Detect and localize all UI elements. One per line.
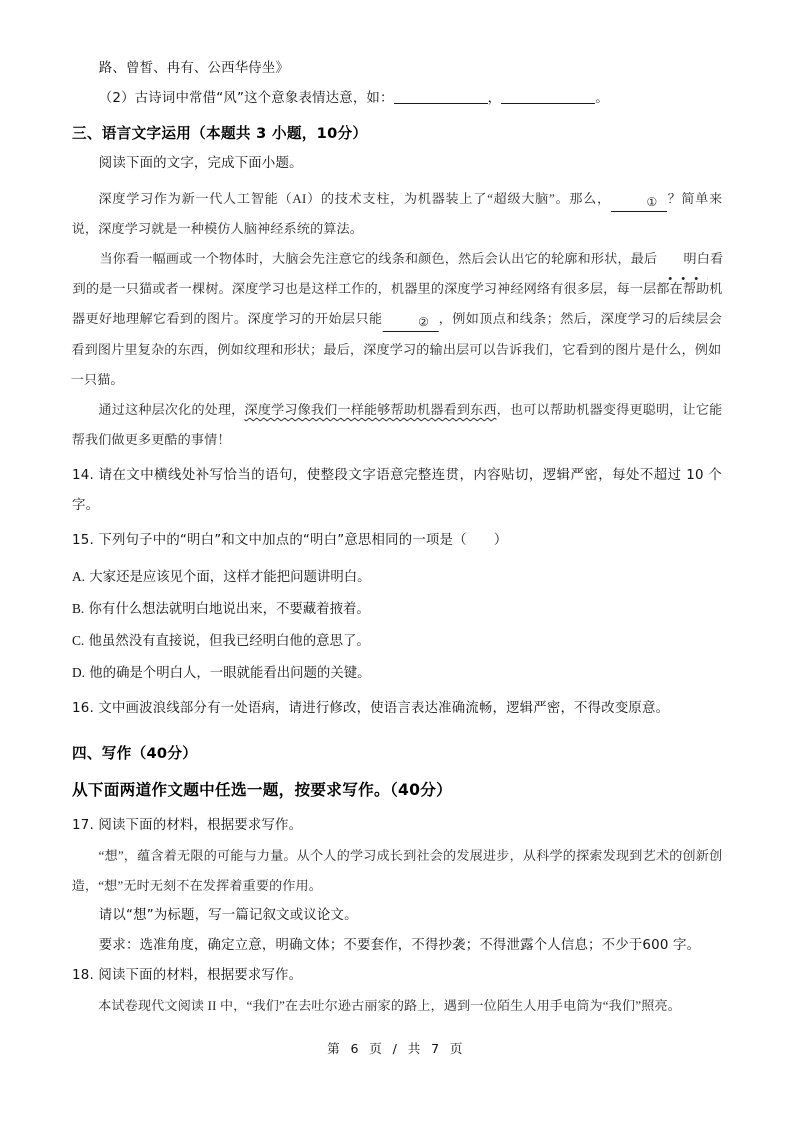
question-15-number: 15. <box>72 532 94 548</box>
passage-paragraph-1 <box>71 184 722 244</box>
fill-blank-item-2 <box>72 84 722 114</box>
writing-prompt-18-material: 本试卷现代文阅读 II 中，“我们”在去吐尔逊古丽家的路上，遇到一位陌生人用手电筒为“我们”照亮。 <box>98 998 682 1014</box>
question-15 <box>72 526 722 556</box>
passage-paragraph-3 <box>71 395 722 455</box>
passage-p2-part-c: ，例如顶点和线条；然后，深度学习的后续层会看到图片里复杂的东西，例如纹理和形状；最后，深度学习的输出层可以告诉我们，它看到的图片是什么，例如一只猫。 <box>70 311 723 388</box>
section-four-heading: 四、写作（40分） <box>72 744 198 762</box>
fill-blank-item-2-suffix: 。 <box>595 91 609 106</box>
writing-prompt-17-number: 17. <box>72 817 94 833</box>
question-15-text: 下列句子中的“明白”和文中加点的“明白”意思相同的一项是（ ） <box>98 532 508 548</box>
writing-prompt-17-requirement: 要求：选准角度，确定立意，明确文体；不要套作，不得抄袭；不得泄露个人信息；不少于600 字。 <box>98 938 701 954</box>
option-b-text: 你有什么想法就明白地说出来，不要藏着掖着。 <box>88 601 370 617</box>
page-footer <box>0 1038 793 1057</box>
option-d[interactable] <box>72 657 722 689</box>
passage-p2-part-a: 当你看一幅画或一个物体时，大脑会先注意它的线条和颜色，然后会认出它的轮廓和形状，最后 <box>99 251 658 267</box>
passage-p3-part-b: ，也可以帮助机器变得更聪明，让它能帮我们做更多更酷的事情！ <box>71 402 723 448</box>
passage-p3-part-a: 通过这种层次化的处理， <box>98 402 245 418</box>
question-16 <box>72 694 722 724</box>
option-a-mark: A. <box>72 568 86 584</box>
section-four-subheading: 从下面两道作文题中任选一题，按要求写作。（40分） <box>72 780 453 799</box>
passage-p1-part-b: ？简单来说，深度学习就是一种模仿人脑神经系统的算法。 <box>71 191 723 237</box>
writing-prompt-17-lead: 阅读下面的材料，根据要求写作。 <box>98 817 303 833</box>
passage-blank-2[interactable]: ② <box>382 316 438 333</box>
option-a[interactable] <box>72 561 722 593</box>
option-b-mark: B. <box>72 600 85 616</box>
page-number-text: 第 6 页 / 共 7 页 <box>327 1041 466 1056</box>
writing-prompt-17 <box>72 811 722 841</box>
passage-blank-1[interactable]: ① <box>611 195 667 212</box>
fill-blank-item-2-separator: ， <box>487 91 502 106</box>
writing-prompt-18-lead: 阅读下面的材料，根据要求写作。 <box>98 968 303 984</box>
passage-paragraph-2 <box>70 244 723 395</box>
question-14 <box>72 461 722 521</box>
writing-prompt-18 <box>72 961 722 991</box>
question-16-text: 文中画波浪线部分有一处语病，请进行修改，使语言表达准确流畅，逻辑严密，不得改变原意。 <box>98 700 670 716</box>
writing-prompt-17-task: 请以“想”为标题，写一篇记叙文或议论文。 <box>98 908 358 924</box>
option-a-text: 大家还是应该见个面，这样才能把问题讲明白。 <box>89 569 371 585</box>
wavy-underlined-sentence: 深度学习像我们一样能够帮助机器看到东西 <box>244 402 497 418</box>
emphasized-word-mingbai: 明白 <box>657 244 710 274</box>
answer-blank-2[interactable] <box>501 89 595 104</box>
option-c-text: 他虽然没有直接说，但我已经明白他的意思了。 <box>88 633 370 649</box>
passage-p1-part-a: 深度学习作为新一代人工智能（AI）的技术支柱，为机器装上了“超级大脑”。那么， <box>98 191 612 206</box>
question-16-number: 16. <box>72 700 94 716</box>
answer-blank-1[interactable] <box>394 89 488 104</box>
passage-p2-part-b: 看到的是一只猫或者一棵树。深度学习也是这样工作的，机器里的深度学习神经网络有很多层，每一层都在帮助机器更好地理解它看到的图片。深度学习的开始层只能 <box>71 251 724 327</box>
writing-prompt-17-material: “想”，蕴含着无限的可能与力量。从个人的学习成长到社会的发展进步，从科学的探索发现到艺术的创新创造，“想”无时无刻不在发挥着重要的作用。 <box>71 847 723 894</box>
writing-prompt-18-number: 18. <box>72 968 94 984</box>
continued-reference-line: 路、曾皙、冉有、公西华侍坐》 <box>98 61 290 76</box>
question-14-number: 14. <box>72 467 94 483</box>
question-14-text: 请在文中横线处补写恰当的语句，使整段文字语意完整连贯，内容贴切，逻辑严密，每处不超过 10 个字。 <box>72 467 722 513</box>
section-three-instruction: 阅读下面的文字，完成下面小题。 <box>98 156 303 171</box>
fill-blank-item-2-prefix: （2）古诗词中常借“风”这个意象表情达意，如： <box>98 91 394 106</box>
option-d-mark: D. <box>72 664 86 680</box>
section-three-heading: 三、语言文字运用（本题共 3 小题，10分） <box>72 125 368 142</box>
option-c-mark: C. <box>72 632 85 648</box>
option-b[interactable] <box>72 593 722 625</box>
option-d-text: 他的确是个明白人，一眼就能看出问题的关键。 <box>89 665 371 681</box>
option-c[interactable] <box>72 625 722 657</box>
